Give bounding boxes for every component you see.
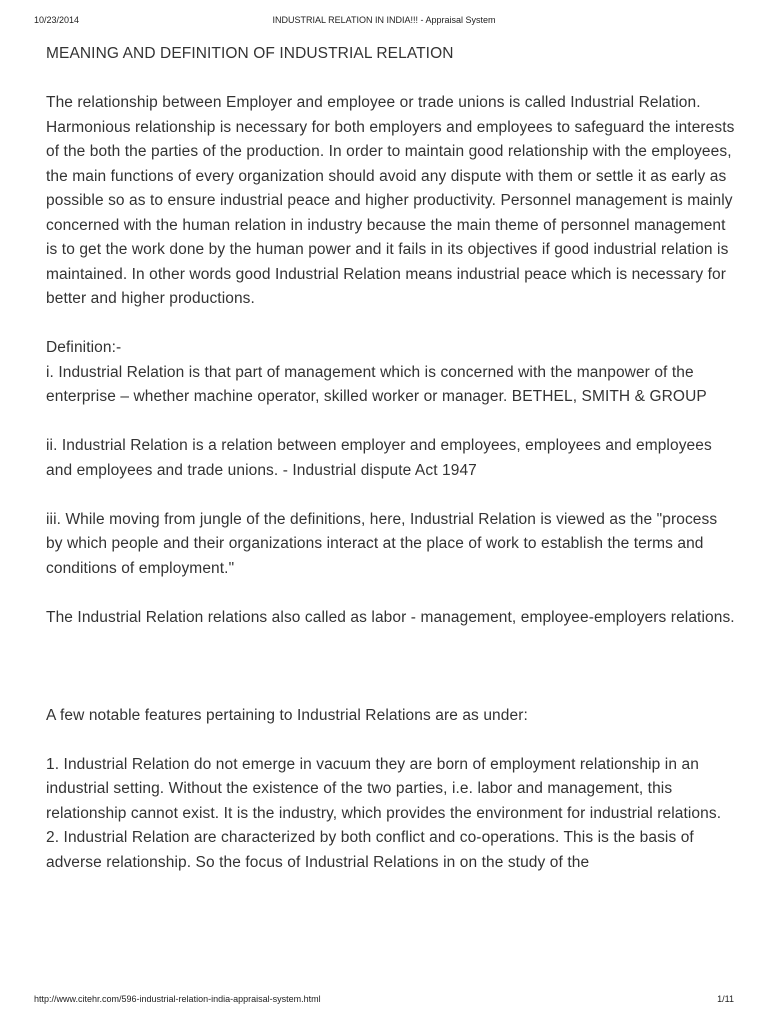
feature-1: 1. Industrial Relation do not emerge in vacuum they are born of employment relationship in an industrial setting. Without the existence of the two parties, i.e. labor and management, this relationship cannot exist. It is the industry, which provides the environment for industrial relations. [46, 755, 722, 822]
paragraph-gap [46, 312, 736, 337]
intro-paragraph: The relationship between Employer and employee or trade unions is called Industrial Relation. Harmonious relationship is necessary for both employers and employees to safeguard the interests of the both the parties of the production. In order to maintain good relationship with the employees, the main functions of every organization should avoid any dispute with them or settle it as early as possible so as to ensure industrial peace and higher productivity. Personnel management is mainly concerned with the human relation in industry because the main theme of personnel management is to get the work done by the human power and it fails in its objectives if good industrial relation is maintained. In other words good Industrial Relation means industrial peace which is necessary for better and higher productions. [46, 94, 735, 307]
feature-2: 2. Industrial Relation are characterized by both conflict and co-operations. This is the basis of adverse relationship. So the focus of Industrial Relations in on the study of the [46, 829, 694, 871]
print-footer [34, 994, 734, 1008]
paragraph-gap [46, 728, 736, 753]
document-heading: MEANING AND DEFINITION OF INDUSTRIAL RELATION [46, 45, 454, 62]
definition-ii: ii. Industrial Relation is a relation between employer and employees, employees and employees and employees and trade unions. - Industrial dispute Act 1947 [46, 437, 712, 479]
definition-label: Definition:- [46, 339, 122, 356]
also-called-paragraph: The Industrial Relation relations also called as labor - management, employee-employers relations. [46, 608, 735, 626]
definition-iii: iii. While moving from jungle of the definitions, here, Industrial Relation is viewed as the "process by which people and their organizations interact at the place of work to establish the terms and conditions of employment." [46, 510, 718, 577]
definition-i: i. Industrial Relation is that part of management which is concerned with the manpower of the enterprise – whether machine operator, skilled worker or manager. BETHEL, SMITH & GROUP [46, 363, 707, 405]
print-header [34, 15, 734, 29]
paragraph-gap [46, 483, 736, 508]
print-title: INDUSTRIAL RELATION IN INDIA!!! - Appraisal System [272, 15, 496, 25]
paragraph-gap [46, 581, 736, 606]
features-intro: A few notable features pertaining to Industrial Relations are as under: [46, 706, 528, 724]
document-body [46, 42, 736, 875]
section-gap [46, 630, 736, 704]
paragraph-gap [46, 410, 736, 435]
source-url: http://www.citehr.com/596-industrial-relation-india-appraisal-system.html [34, 994, 321, 1004]
print-date: 10/23/2014 [34, 15, 80, 25]
page-number: 1/11 [717, 994, 734, 1004]
